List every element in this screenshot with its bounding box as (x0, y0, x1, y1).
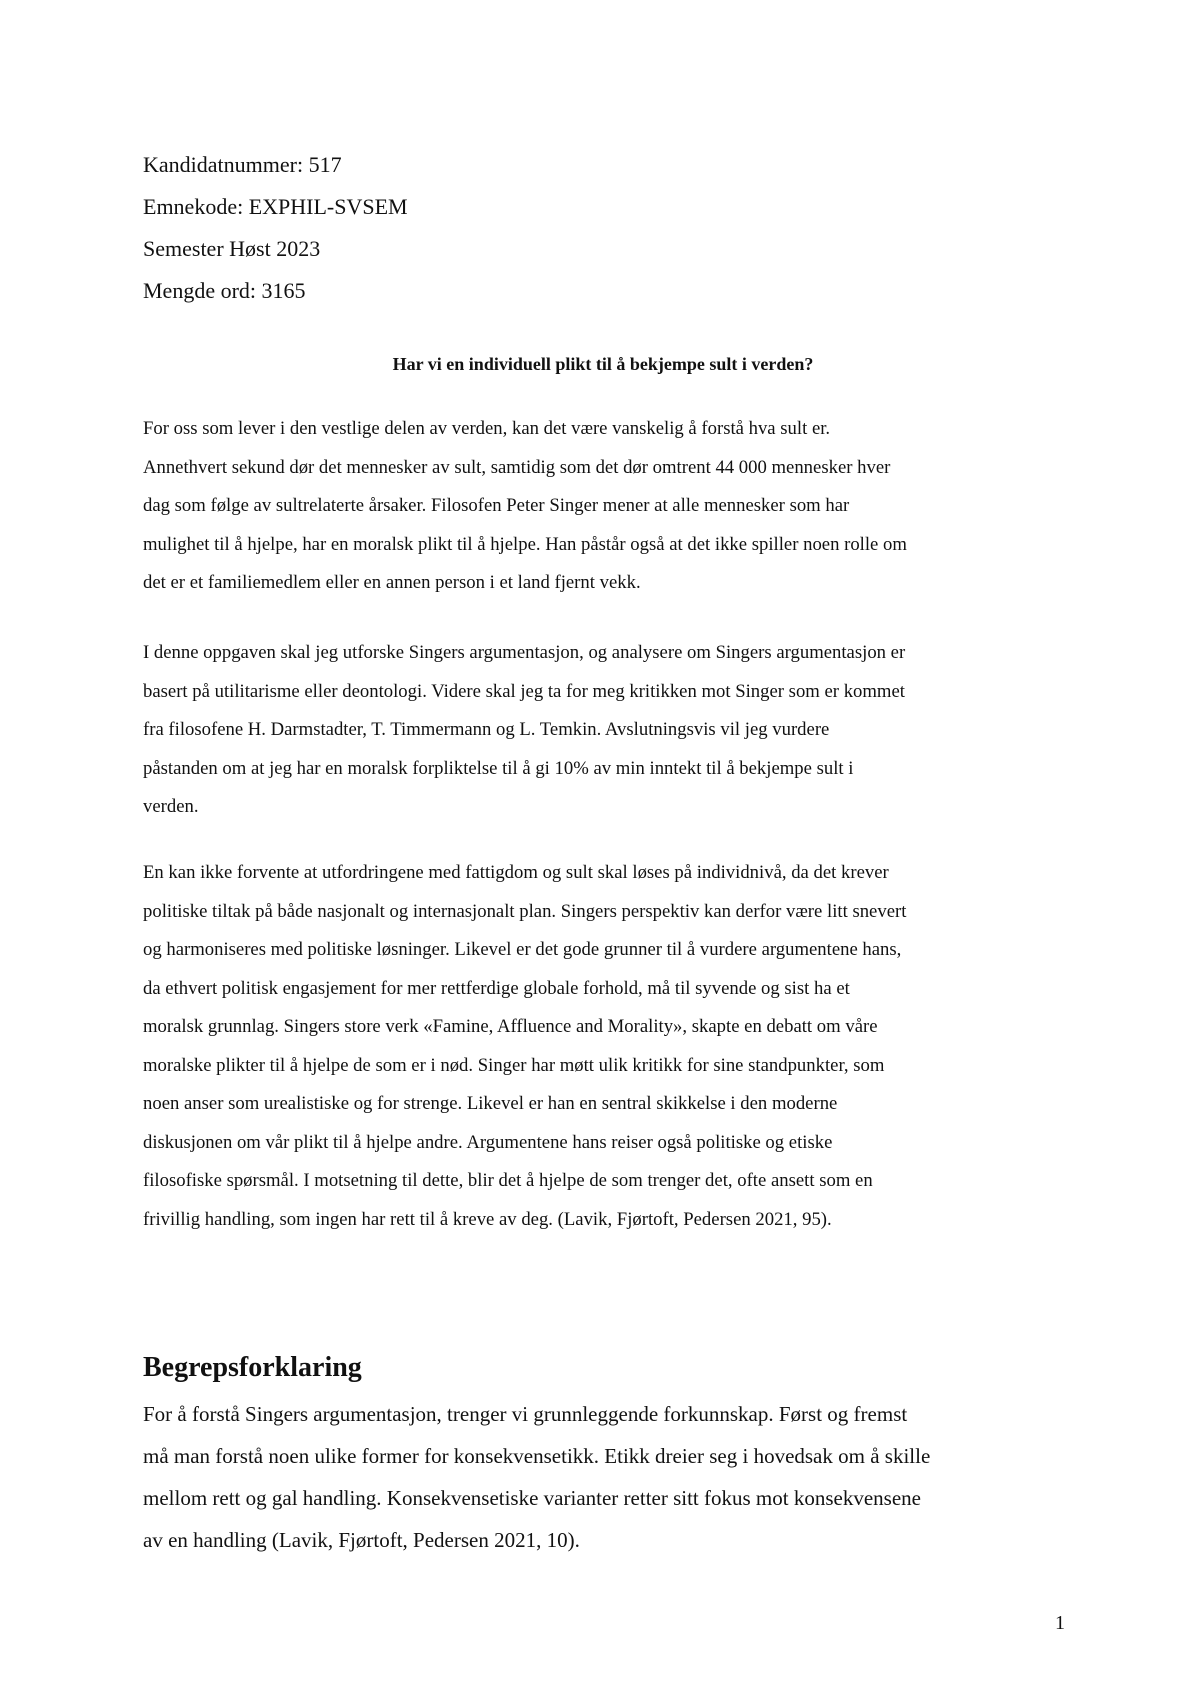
course-code: Emnekode: EXPHIL-SVSEM (143, 194, 408, 219)
header-block (143, 144, 1043, 312)
text-line: påstanden om at jeg har en moralsk forpliktelse til å gi 10% av min inntekt til å bekjempe sult i (143, 757, 854, 779)
section-paragraph (143, 1393, 1068, 1561)
text-line: verden. (143, 796, 199, 817)
section-heading: Begrepsforklaring (143, 1352, 362, 1383)
text-line: mellom rett og gal handling. Konsekvensetiske varianter retter sitt fokus mot konsekvensene (143, 1486, 921, 1510)
text-line: mulighet til å hjelpe, har en moralsk plikt til å hjelpe. Han påstår også at det ikke spiller noen rolle om (143, 533, 907, 555)
text-line: politiske tiltak på både nasjonalt og internasjonalt plan. Singers perspektiv kan derfor være litt snevert (143, 900, 907, 922)
text-line: da ethvert politisk engasjement for mer rettferdige globale forhold, må til syvende og sist ha et (143, 977, 850, 999)
text-line: det er et familiemedlem eller en annen person i et land fjernt vekk. (143, 572, 641, 593)
text-line: I denne oppgaven skal jeg utforske Singers argumentasjon, og analysere om Singers argumentasjon er (143, 642, 906, 663)
text-line: En kan ikke forvente at utfordringene med fattigdom og sult skal løses på individnivå, da det krever (143, 862, 889, 883)
page-number: 1 (1055, 1612, 1065, 1634)
text-line: frivillig handling, som ingen har rett til å kreve av deg. (Lavik, Fjørtoft, Pedersen 2021, 95). (143, 1208, 832, 1230)
text-line: diskusjonen om vår plikt til å hjelpe andre. Argumentene hans reiser også politiske og etiske (143, 1131, 833, 1153)
text-line: fra filosofene H. Darmstadter, T. Timmermann og L. Temkin. Avslutningsvis vil jeg vurdere (143, 719, 830, 740)
semester: Semester Høst 2023 (143, 236, 321, 261)
text-line: og harmoniseres med politiske løsninger. Likevel er det gode grunner til å vurdere argumentene hans, (143, 939, 902, 960)
text-line: må man forstå noen ulike former for konsekvensetikk. Etikk dreier seg i hovedsak om å skille (143, 1444, 931, 1468)
paragraph-3 (143, 854, 1068, 1239)
text-line: dag som følge av sultrelaterte årsaker. Filosofen Peter Singer mener at alle mennesker som har (143, 495, 850, 516)
text-line: moralsk grunnlag. Singers store verk «Famine, Affluence and Morality», skapte en debatt om våre (143, 1016, 878, 1037)
text-line: For oss som lever i den vestlige delen av verden, kan det være vanskelig å forstå hva sult er. (143, 418, 831, 439)
text-line: moralske plikter til å hjelpe de som er i nød. Singer har møtt ulik kritikk for sine standpunkter, som (143, 1054, 885, 1076)
candidate-number: Kandidatnummer: 517 (143, 152, 342, 177)
paragraph-1 (143, 410, 1068, 603)
text-line: noen anser som urealistiske og for strenge. Likevel er han en sentral skikkelse i den moderne (143, 1093, 838, 1114)
text-line: Annethvert sekund dør det mennesker av sult, samtidig som det dør omtrent 44 000 mennesker hver (143, 456, 891, 478)
text-line: basert på utilitarisme eller deontologi. Videre skal jeg ta for meg kritikken mot Singer som er kommet (143, 680, 905, 702)
paragraph-2 (143, 634, 1068, 827)
word-count: Mengde ord: 3165 (143, 278, 306, 303)
text-line: av en handling (Lavik, Fjørtoft, Pedersen 2021, 10). (143, 1528, 580, 1552)
essay-title: Har vi en individuell plikt til å bekjempe sult i verden? (392, 354, 814, 374)
text-line: filosofiske spørsmål. I motsetning til dette, blir det å hjelpe de som trenger det, ofte ansett som en (143, 1170, 873, 1191)
text-line: For å forstå Singers argumentasjon, trenger vi grunnleggende forkunnskap. Først og fremst (143, 1402, 908, 1426)
